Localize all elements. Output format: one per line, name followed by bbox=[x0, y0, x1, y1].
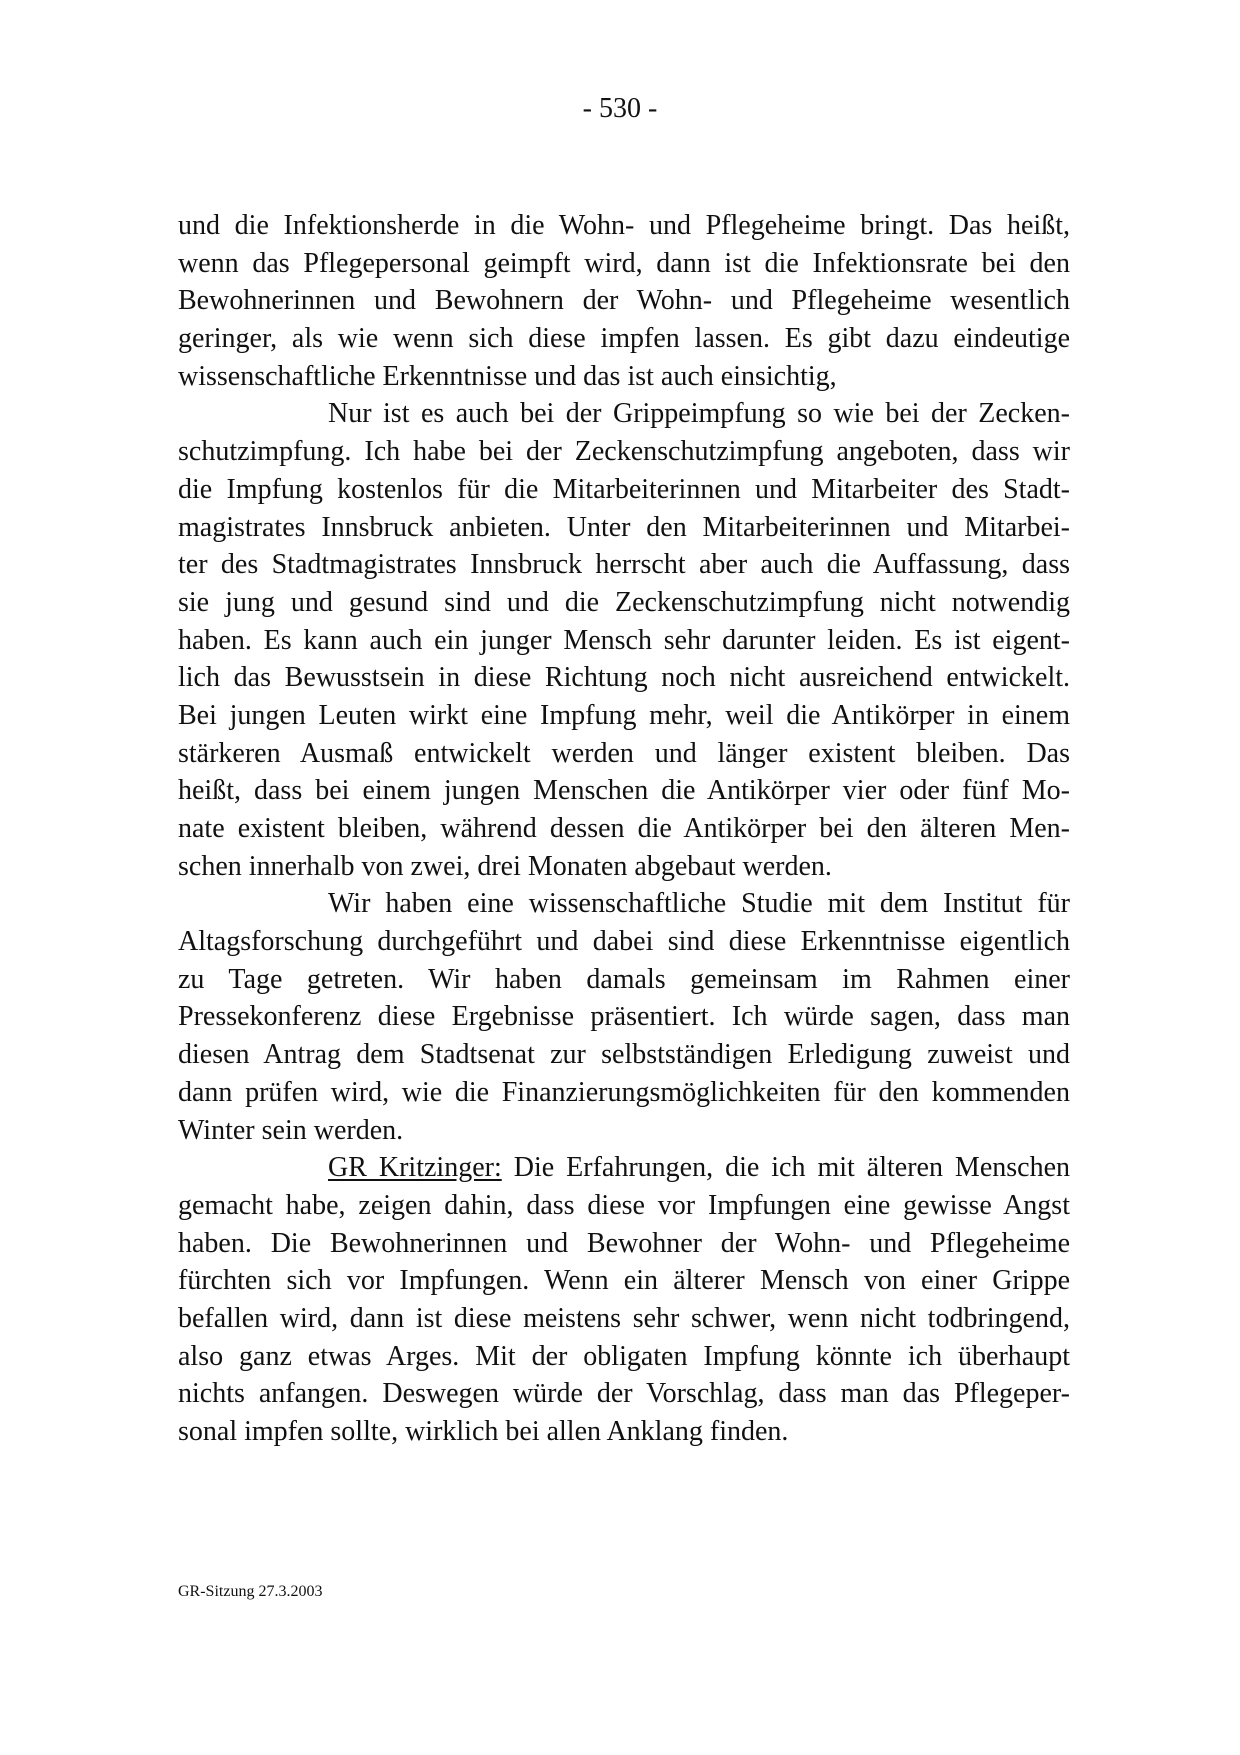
speaker-line bbox=[178, 1149, 1070, 1187]
text-line: dann prüfen wird, wie die Finanzierungsmöglichkeiten für den kommenden bbox=[178, 1076, 1070, 1108]
text-line: nate existent bleiben, während dessen die Antikörper bei den älteren Men- bbox=[178, 813, 1070, 844]
text-line: befallen wird, dann ist diese meistens sehr schwer, wenn nicht todbringend, bbox=[178, 1302, 1070, 1334]
text-line: wissenschaftliche Erkenntnisse und das ist auch einsichtig, bbox=[178, 360, 837, 392]
text-line: Bei jungen Leuten wirkt eine Impfung mehr, weil die Antikörper in einem bbox=[178, 699, 1070, 731]
text-line: zu Tage getreten. Wir haben damals gemeinsam im Rahmen einer bbox=[178, 963, 1070, 995]
text-line: fürchten sich vor Impfungen. Wenn ein älterer Mensch von einer Grippe bbox=[178, 1265, 1070, 1297]
text-line: nichts anfangen. Deswegen würde der Vorschlag, dass man das Pflegeper- bbox=[178, 1378, 1070, 1410]
text-line: sonal impfen sollte, wirklich bei allen Anklang finden. bbox=[178, 1416, 789, 1447]
page-number: - 530 - bbox=[582, 93, 658, 124]
footer-session-date: GR-Sitzung 27.3.2003 bbox=[178, 1583, 323, 1600]
text-line: Winter sein werden. bbox=[178, 1114, 404, 1146]
text-line: wenn das Pflegepersonal geimpft wird, dann ist die Infektionsrate bei den bbox=[178, 247, 1070, 279]
text-line: geringer, als wie wenn sich diese impfen lassen. Es gibt dazu eindeutige bbox=[178, 323, 1070, 355]
text-line: Nur ist es auch bei der Grippeimpfung so wie bei der Zecken- bbox=[328, 398, 1070, 430]
text-line: haben. Die Bewohnerinnen und Bewohner der Wohn- und Pflegeheime bbox=[178, 1227, 1070, 1259]
speaker-text: Die Erfahrungen, die ich mit älteren Menschen bbox=[513, 1152, 1071, 1184]
text-line: heißt, dass bei einem jungen Menschen die Antikörper vier oder fünf Mo- bbox=[178, 775, 1070, 807]
text-line: und die Infektionsherde in die Wohn- und Pflegeheime bringt. Das heißt, bbox=[178, 210, 1070, 241]
text-line: stärkeren Ausmaß entwickelt werden und länger existent bleiben. Das bbox=[178, 737, 1070, 769]
text-line: gemacht habe, zeigen dahin, dass diese vor Impfungen eine gewisse Angst bbox=[178, 1189, 1070, 1221]
text-line: magistrates Innsbruck anbieten. Unter den Mitarbeiterinnen und Mitarbei- bbox=[178, 511, 1070, 543]
body-text bbox=[178, 207, 1070, 1451]
text-line: also ganz etwas Arges. Mit der obligaten Impfung könnte ich überhaupt bbox=[178, 1340, 1070, 1372]
text-line: Wir haben eine wissenschaftliche Studie mit dem Institut für bbox=[328, 888, 1070, 920]
text-line: Pressekonferenz diese Ergebnisse präsentiert. Ich würde sagen, dass man bbox=[178, 1001, 1070, 1033]
text-line: sie jung und gesund sind und die Zeckenschutzimpfung nicht notwendig bbox=[178, 586, 1070, 618]
text-line: haben. Es kann auch ein junger Mensch sehr darunter leiden. Es ist eigent- bbox=[178, 624, 1070, 656]
text-line: schutzimpfung. Ich habe bei der Zeckenschutzimpfung angeboten, dass wir bbox=[178, 436, 1070, 468]
text-line: schen innerhalb von zwei, drei Monaten abgebaut werden. bbox=[178, 850, 832, 882]
text-line: Altagsforschung durchgeführt und dabei sind diese Erkenntnisse eigentlich bbox=[178, 926, 1070, 958]
text-line: die Impfung kostenlos für die Mitarbeiterinnen und Mitarbeiter des Stadt- bbox=[178, 473, 1070, 505]
text-line: ter des Stadtmagistrates Innsbruck herrscht aber auch die Auffassung, dass bbox=[178, 549, 1070, 581]
text-line: diesen Antrag dem Stadtsenat zur selbstständigen Erledigung zuweist und bbox=[178, 1039, 1070, 1071]
text-line: lich das Bewusstsein in diese Richtung noch nicht ausreichend entwickelt. bbox=[178, 662, 1070, 694]
speaker-name: GR Kritzinger: bbox=[328, 1152, 502, 1184]
text-line: Bewohnerinnen und Bewohnern der Wohn- und Pflegeheime wesentlich bbox=[178, 285, 1070, 317]
